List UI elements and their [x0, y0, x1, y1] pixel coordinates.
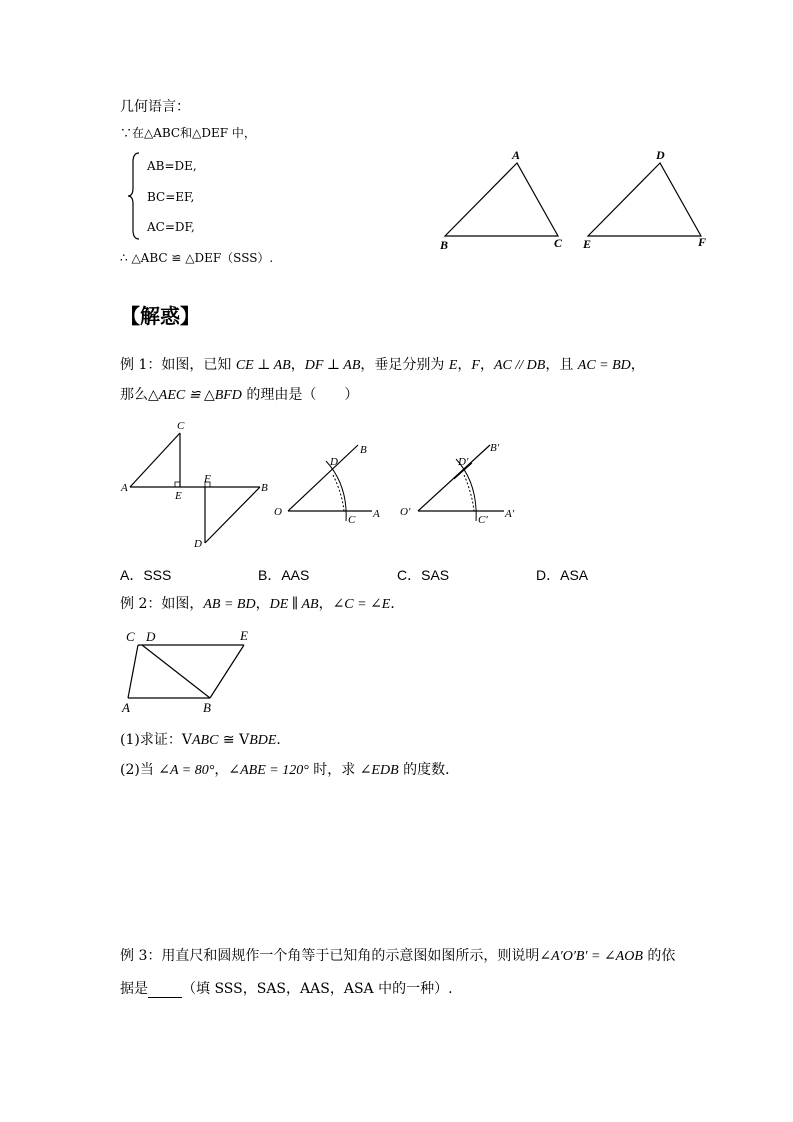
- fig-ex2-label-a: A: [122, 700, 130, 715]
- example1-figure-angle-aob: [270, 435, 390, 535]
- brace-icon: [128, 152, 140, 240]
- option-c[interactable]: C．SAS: [397, 567, 450, 583]
- triangle-abc: [445, 163, 558, 236]
- section-title: 【解惑】: [120, 304, 200, 328]
- fig1-label-e: E: [175, 490, 182, 502]
- ex3-text: （填 SSS，SAS，AAS，ASA 中的一种）.: [182, 981, 453, 997]
- ex3-text: 的依: [642, 948, 676, 964]
- ex1-text: ，垂足分别为: [360, 357, 449, 373]
- geometry-conclusion: ∴ △ABC ≌ △DEF（SSS）.: [120, 251, 274, 265]
- ex1-ac-parallel-db: AC // DB: [493, 358, 546, 373]
- example2-line: [120, 595, 404, 614]
- ex2-angle-edb: ∠EDB: [359, 763, 399, 778]
- option-d[interactable]: D．ASA: [536, 567, 589, 583]
- ex2-abc: ABC: [191, 733, 219, 748]
- label-e: E: [583, 237, 592, 251]
- ex2-text: 的度数．: [398, 762, 460, 778]
- fig-ex2-label-b: B: [203, 700, 211, 715]
- ex2-angle-a: ∠A = 80°: [158, 763, 215, 778]
- ex1-text: 例 1：如图，已知: [120, 357, 236, 373]
- ex2-text: 时，求: [308, 762, 360, 778]
- ex1-text: 那么: [120, 387, 148, 403]
- ex2-text: ，: [214, 762, 229, 778]
- fig2-label-c: C: [348, 514, 356, 526]
- ex1-text: ，且: [545, 357, 578, 373]
- ex2-text: V: [239, 732, 250, 748]
- ex2-angle-abe: ∠ABE = 120°: [228, 763, 309, 778]
- ex1-text: ，: [457, 357, 472, 373]
- fig3-label-o: O′: [400, 506, 411, 518]
- ex2-text: ≅: [218, 732, 240, 748]
- example1-line2: [120, 386, 358, 405]
- fig2-label-b: B: [360, 444, 367, 456]
- example1-figure-triangles: [118, 415, 278, 555]
- example2-figure: [118, 625, 268, 717]
- ex2-text: (1)求证：: [120, 732, 182, 748]
- ex1-ce-perp-ab: CE ⊥ AB: [235, 358, 291, 373]
- ex1-e: E: [448, 358, 458, 373]
- label-b: B: [440, 238, 449, 252]
- fig2-label-d: D: [330, 456, 338, 468]
- label-a: A: [512, 148, 521, 162]
- ex1-ac-eq-bd: AC = BD: [577, 358, 631, 373]
- ex1-df-perp-ab: DF ⊥ AB: [304, 358, 361, 373]
- fig2-label-a: A: [373, 508, 380, 520]
- ex2-text: ．: [390, 596, 405, 612]
- ex1-text: ，: [479, 357, 494, 373]
- fig-ex2-label-e: E: [240, 628, 248, 643]
- option-a[interactable]: A．SSS: [120, 567, 172, 583]
- ex2-text: ，: [318, 596, 333, 612]
- ex3-text: 据是: [120, 981, 148, 997]
- fig1-label-a: A: [121, 482, 128, 494]
- condition-ac-df: AC=DF,: [147, 220, 195, 234]
- answer-blank[interactable]: [148, 983, 182, 998]
- ex1-text: ，: [630, 357, 645, 373]
- example3-line2: [120, 980, 453, 998]
- fig1-label-b: B: [261, 482, 268, 494]
- ex2-ab-eq-bd: AB = BD: [203, 597, 256, 612]
- ex2-de-parallel-ab: DE ∥ AB: [269, 597, 319, 612]
- fig3-label-d: D′: [458, 456, 469, 468]
- fig-ex2-label-c: C: [126, 629, 135, 644]
- example2-question2: [120, 761, 459, 780]
- geometry-premise: ∵在△ABC和△DEF 中，: [120, 126, 256, 140]
- label-f: F: [698, 235, 707, 249]
- ex1-f: F: [471, 358, 480, 373]
- fig3-label-b: B′: [490, 442, 500, 454]
- ex2-bde: BDE: [249, 733, 277, 748]
- fig-ex2-label-d: D: [146, 629, 156, 644]
- ex1-text: 的理由是（ ）: [241, 387, 359, 403]
- fig1-label-f: F: [204, 473, 211, 485]
- ex1-congruence: △AEC ≌ △BFD: [148, 388, 242, 403]
- ex2-text: ，: [255, 596, 270, 612]
- geometry-label: 几何语言：: [120, 99, 190, 115]
- example2-question1: [120, 731, 290, 750]
- fig1-label-d: D: [194, 538, 202, 550]
- example1-figure-angle-aprime: [398, 435, 528, 535]
- fig3-label-c: C′: [478, 514, 488, 526]
- ex3-angle-equality: ∠A′O′B′ = ∠AOB: [539, 949, 643, 964]
- fig2-label-o: O: [274, 506, 282, 518]
- option-b[interactable]: B．AAS: [258, 567, 310, 583]
- triangles-abc-def-figure: [430, 140, 720, 255]
- fig1-label-c: C: [177, 420, 185, 432]
- condition-bc-ef: BC=EF,: [147, 190, 195, 204]
- label-c: C: [554, 236, 563, 250]
- example1-line1: [120, 356, 645, 375]
- ex2-text: ．: [276, 732, 291, 748]
- condition-ab-de: AB=DE,: [147, 159, 197, 173]
- ex2-text: (2)当: [120, 762, 159, 778]
- ex2-text: 例 2：如图，: [120, 596, 204, 612]
- triangle-def: [588, 163, 701, 236]
- example3-line1: [120, 947, 675, 966]
- ex3-text: 例 3：用直尺和圆规作一个角等于已知角的示意图如图所示，则说明: [120, 948, 540, 964]
- ex1-text: ，: [290, 357, 305, 373]
- label-d: D: [656, 148, 665, 162]
- ex2-text: V: [181, 732, 192, 748]
- fig3-label-a: A′: [505, 508, 515, 520]
- ex2-angle-c-eq-e: ∠C = ∠E: [332, 597, 391, 612]
